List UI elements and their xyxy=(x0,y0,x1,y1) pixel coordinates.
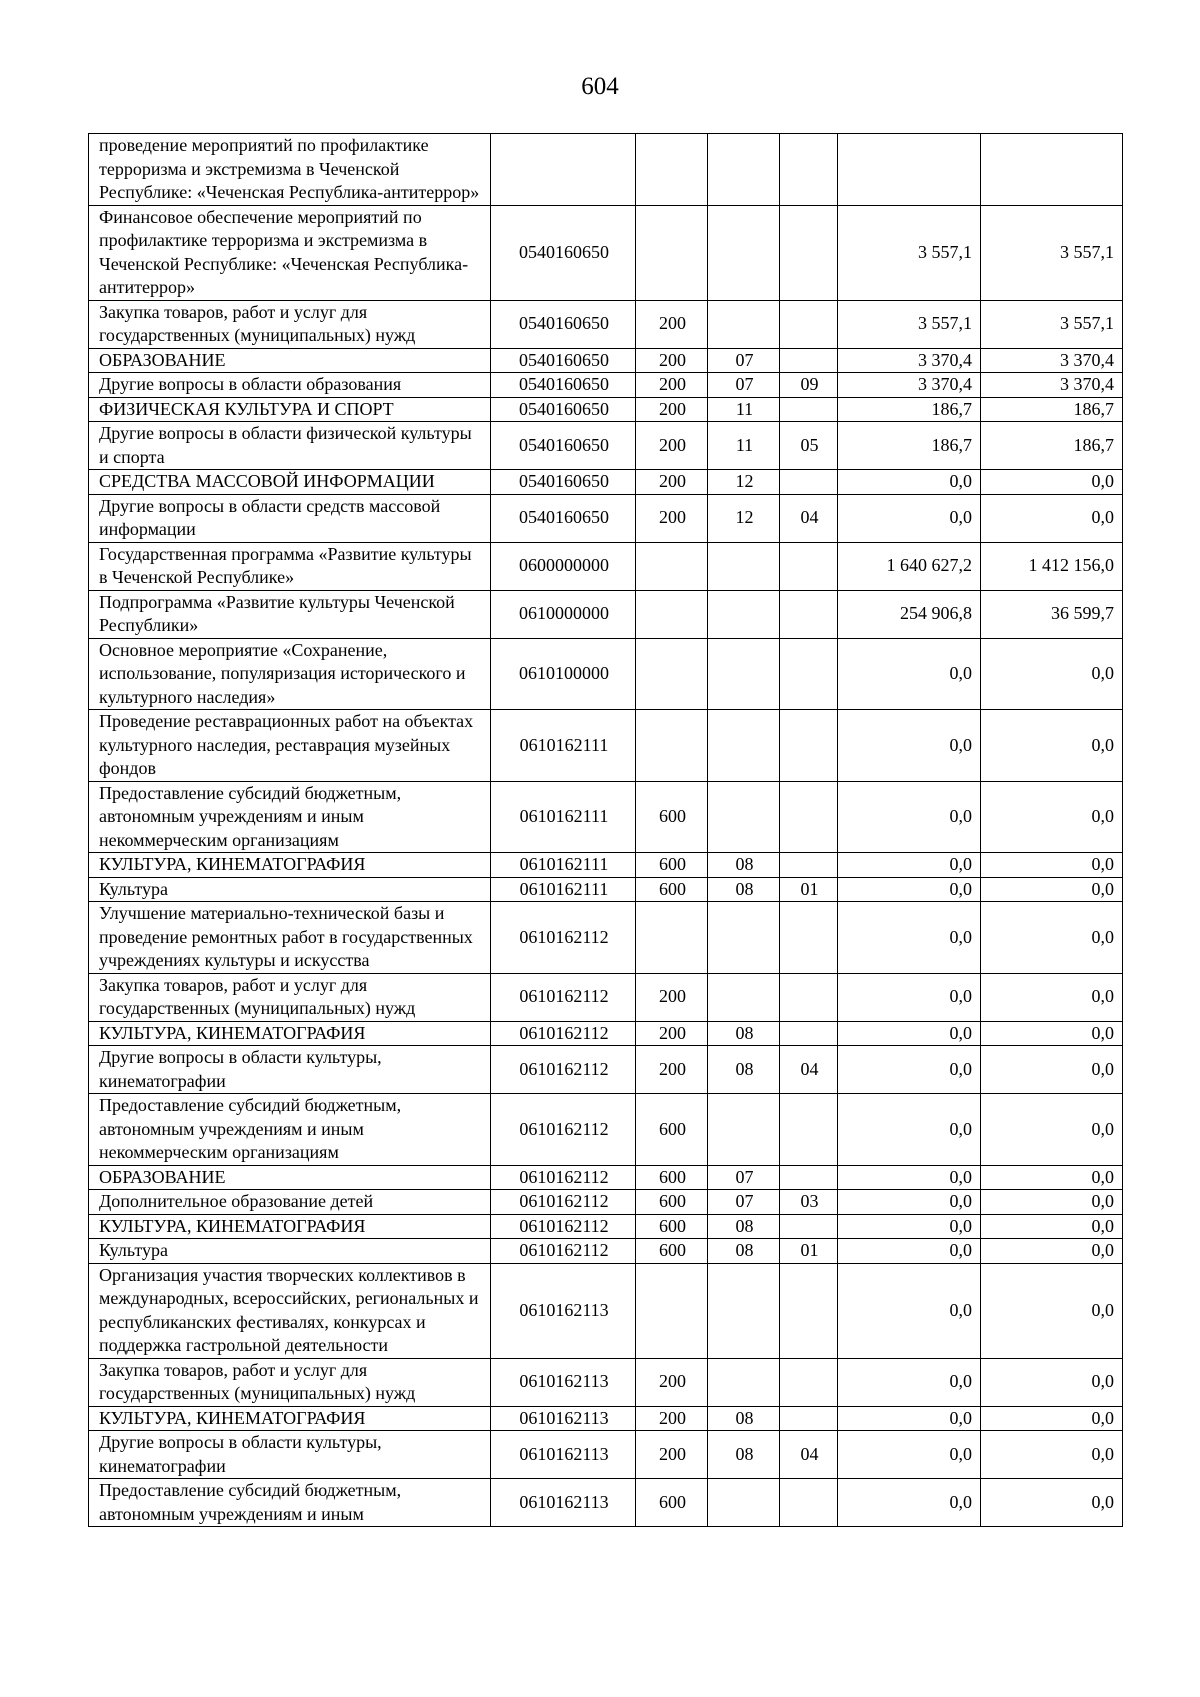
table-row xyxy=(89,973,1123,1021)
section-cell: 11 xyxy=(708,397,780,422)
table-row xyxy=(89,205,1123,300)
subsection-cell xyxy=(780,348,838,373)
table-row xyxy=(89,1165,1123,1190)
row-name-cell: Улучшение материально-технической базы и проведение ремонтных работ в государственных учреждениях культуры и искусства xyxy=(89,902,491,974)
row-name-cell: Подпрограмма «Развитие культуры Чеченской Республики» xyxy=(89,590,491,638)
section-cell: 12 xyxy=(708,470,780,495)
subsection-cell xyxy=(780,1094,838,1166)
section-cell: 07 xyxy=(708,1190,780,1215)
row-name-cell: Предоставление субсидий бюджетным, автономным учреждениям и иным xyxy=(89,1479,491,1527)
subsection-cell xyxy=(780,590,838,638)
amount-year1-cell: 0,0 xyxy=(838,638,981,710)
amount-year1-cell: 0,0 xyxy=(838,781,981,853)
amount-year2-cell: 186,7 xyxy=(981,397,1123,422)
amount-year2-cell: 0,0 xyxy=(981,1358,1123,1406)
section-cell: 08 xyxy=(708,1046,780,1094)
amount-year1-cell: 0,0 xyxy=(838,1479,981,1527)
section-cell xyxy=(708,902,780,974)
amount-year1-cell: 0,0 xyxy=(838,877,981,902)
target-code-cell: 0610162113 xyxy=(491,1479,636,1527)
table-row xyxy=(89,638,1123,710)
section-cell xyxy=(708,1479,780,1527)
target-code-cell: 0540160650 xyxy=(491,373,636,398)
amount-year2-cell: 0,0 xyxy=(981,1094,1123,1166)
row-name-cell: Другие вопросы в области физической культуры и спорта xyxy=(89,422,491,470)
row-name-cell: Другие вопросы в области средств массовой информации xyxy=(89,494,491,542)
subsection-cell xyxy=(780,973,838,1021)
amount-year1-cell: 0,0 xyxy=(838,1021,981,1046)
amount-year1-cell: 0,0 xyxy=(838,1214,981,1239)
table-row xyxy=(89,300,1123,348)
expense-group-cell: 600 xyxy=(636,1479,708,1527)
section-cell xyxy=(708,542,780,590)
expense-group-cell: 600 xyxy=(636,877,708,902)
section-cell xyxy=(708,1358,780,1406)
subsection-cell: 04 xyxy=(780,494,838,542)
row-name-cell: КУЛЬТУРА, КИНЕМАТОГРАФИЯ xyxy=(89,1214,491,1239)
amount-year2-cell: 0,0 xyxy=(981,781,1123,853)
table-row xyxy=(89,397,1123,422)
target-code-cell: 0540160650 xyxy=(491,422,636,470)
amount-year2-cell: 0,0 xyxy=(981,1431,1123,1479)
section-cell: 08 xyxy=(708,853,780,878)
subsection-cell: 01 xyxy=(780,1239,838,1264)
expense-group-cell: 200 xyxy=(636,1358,708,1406)
section-cell: 07 xyxy=(708,373,780,398)
row-name-cell: Основное мероприятие «Сохранение, использование, популяризация исторического и культурного наследия» xyxy=(89,638,491,710)
subsection-cell xyxy=(780,1165,838,1190)
target-code-cell: 0610162113 xyxy=(491,1406,636,1431)
amount-year1-cell: 0,0 xyxy=(838,1406,981,1431)
section-cell xyxy=(708,1094,780,1166)
expense-group-cell xyxy=(636,638,708,710)
row-name-cell: Другие вопросы в области образования xyxy=(89,373,491,398)
amount-year1-cell: 1 640 627,2 xyxy=(838,542,981,590)
amount-year2-cell: 0,0 xyxy=(981,1263,1123,1358)
table-row xyxy=(89,348,1123,373)
expense-group-cell: 200 xyxy=(636,973,708,1021)
amount-year2-cell: 36 599,7 xyxy=(981,590,1123,638)
target-code-cell: 0610100000 xyxy=(491,638,636,710)
row-name-cell: Другие вопросы в области культуры, кинематографии xyxy=(89,1046,491,1094)
row-name-cell: Закупка товаров, работ и услуг для государственных (муниципальных) нужд xyxy=(89,300,491,348)
target-code-cell: 0610162112 xyxy=(491,1046,636,1094)
subsection-cell xyxy=(780,1358,838,1406)
expense-group-cell xyxy=(636,590,708,638)
target-code-cell: 0610162112 xyxy=(491,1214,636,1239)
table-row xyxy=(89,470,1123,495)
subsection-cell xyxy=(780,397,838,422)
subsection-cell xyxy=(780,134,838,206)
subsection-cell: 04 xyxy=(780,1431,838,1479)
subsection-cell: 01 xyxy=(780,877,838,902)
table-row xyxy=(89,781,1123,853)
row-name-cell: Предоставление субсидий бюджетным, автономным учреждениям и иным некоммерческим организациям xyxy=(89,781,491,853)
row-name-cell: ФИЗИЧЕСКАЯ КУЛЬТУРА И СПОРТ xyxy=(89,397,491,422)
expense-group-cell: 200 xyxy=(636,1431,708,1479)
amount-year1-cell xyxy=(838,134,981,206)
subsection-cell xyxy=(780,300,838,348)
target-code-cell: 0600000000 xyxy=(491,542,636,590)
table-row xyxy=(89,1214,1123,1239)
table-row xyxy=(89,710,1123,782)
expense-group-cell xyxy=(636,1263,708,1358)
section-cell: 08 xyxy=(708,1214,780,1239)
row-name-cell: Проведение реставрационных работ на объектах культурного наследия, реставрация музейных фондов xyxy=(89,710,491,782)
expense-group-cell: 200 xyxy=(636,373,708,398)
amount-year1-cell: 254 906,8 xyxy=(838,590,981,638)
target-code-cell: 0610162112 xyxy=(491,1165,636,1190)
target-code-cell: 0540160650 xyxy=(491,397,636,422)
subsection-cell xyxy=(780,638,838,710)
table-row xyxy=(89,1094,1123,1166)
amount-year2-cell: 0,0 xyxy=(981,1046,1123,1094)
expense-group-cell: 200 xyxy=(636,494,708,542)
section-cell xyxy=(708,973,780,1021)
section-cell: 08 xyxy=(708,1021,780,1046)
amount-year2-cell xyxy=(981,134,1123,206)
target-code-cell: 0540160650 xyxy=(491,205,636,300)
table-row xyxy=(89,902,1123,974)
amount-year2-cell: 0,0 xyxy=(981,494,1123,542)
section-cell xyxy=(708,300,780,348)
amount-year1-cell: 0,0 xyxy=(838,1046,981,1094)
row-name-cell: КУЛЬТУРА, КИНЕМАТОГРАФИЯ xyxy=(89,1021,491,1046)
amount-year2-cell: 3 557,1 xyxy=(981,205,1123,300)
row-name-cell: КУЛЬТУРА, КИНЕМАТОГРАФИЯ xyxy=(89,853,491,878)
subsection-cell xyxy=(780,1479,838,1527)
expense-group-cell: 600 xyxy=(636,1214,708,1239)
amount-year1-cell: 0,0 xyxy=(838,1190,981,1215)
amount-year2-cell: 0,0 xyxy=(981,1479,1123,1527)
expense-group-cell: 600 xyxy=(636,1239,708,1264)
row-name-cell: Другие вопросы в области культуры, кинематографии xyxy=(89,1431,491,1479)
amount-year1-cell: 186,7 xyxy=(838,422,981,470)
table-row xyxy=(89,1358,1123,1406)
subsection-cell xyxy=(780,1263,838,1358)
section-cell xyxy=(708,638,780,710)
subsection-cell xyxy=(780,470,838,495)
subsection-cell: 03 xyxy=(780,1190,838,1215)
table-row xyxy=(89,877,1123,902)
target-code-cell: 0610162111 xyxy=(491,710,636,782)
expense-group-cell: 200 xyxy=(636,397,708,422)
section-cell xyxy=(708,134,780,206)
section-cell xyxy=(708,205,780,300)
amount-year2-cell: 0,0 xyxy=(981,1406,1123,1431)
row-name-cell: Дополнительное образование детей xyxy=(89,1190,491,1215)
section-cell: 07 xyxy=(708,348,780,373)
expense-group-cell: 600 xyxy=(636,1094,708,1166)
expense-group-cell: 200 xyxy=(636,1406,708,1431)
amount-year2-cell: 3 557,1 xyxy=(981,300,1123,348)
amount-year1-cell: 3 370,4 xyxy=(838,373,981,398)
expense-group-cell: 200 xyxy=(636,470,708,495)
amount-year2-cell: 0,0 xyxy=(981,902,1123,974)
target-code-cell: 0610162112 xyxy=(491,902,636,974)
amount-year1-cell: 3 557,1 xyxy=(838,205,981,300)
amount-year2-cell: 0,0 xyxy=(981,1165,1123,1190)
table-row xyxy=(89,1263,1123,1358)
row-name-cell: Закупка товаров, работ и услуг для государственных (муниципальных) нужд xyxy=(89,973,491,1021)
expense-group-cell xyxy=(636,902,708,974)
amount-year2-cell: 0,0 xyxy=(981,710,1123,782)
amount-year1-cell: 0,0 xyxy=(838,973,981,1021)
expense-group-cell: 600 xyxy=(636,781,708,853)
expense-group-cell: 200 xyxy=(636,300,708,348)
subsection-cell xyxy=(780,902,838,974)
section-cell: 08 xyxy=(708,877,780,902)
target-code-cell: 0610162112 xyxy=(491,1239,636,1264)
row-name-cell: Предоставление субсидий бюджетным, автономным учреждениям и иным некоммерческим организациям xyxy=(89,1094,491,1166)
table-row xyxy=(89,373,1123,398)
amount-year2-cell: 0,0 xyxy=(981,638,1123,710)
target-code-cell xyxy=(491,134,636,206)
amount-year1-cell: 0,0 xyxy=(838,902,981,974)
section-cell: 08 xyxy=(708,1431,780,1479)
subsection-cell xyxy=(780,781,838,853)
table-row xyxy=(89,494,1123,542)
amount-year2-cell: 0,0 xyxy=(981,1021,1123,1046)
row-name-cell: Организация участия творческих коллективов в международных, всероссийских, региональных и республиканских фестивалях, конкурсах и поддержка гастрольной деятельности xyxy=(89,1263,491,1358)
amount-year2-cell: 186,7 xyxy=(981,422,1123,470)
row-name-cell: Государственная программа «Развитие культуры в Чеченской Республике» xyxy=(89,542,491,590)
amount-year1-cell: 0,0 xyxy=(838,1239,981,1264)
amount-year2-cell: 3 370,4 xyxy=(981,348,1123,373)
target-code-cell: 0540160650 xyxy=(491,470,636,495)
table-row xyxy=(89,1431,1123,1479)
amount-year2-cell: 1 412 156,0 xyxy=(981,542,1123,590)
amount-year1-cell: 0,0 xyxy=(838,1094,981,1166)
amount-year1-cell: 0,0 xyxy=(838,1431,981,1479)
target-code-cell: 0610162111 xyxy=(491,853,636,878)
table-row xyxy=(89,134,1123,206)
table-row xyxy=(89,1190,1123,1215)
table-row xyxy=(89,853,1123,878)
amount-year2-cell: 0,0 xyxy=(981,973,1123,1021)
amount-year1-cell: 0,0 xyxy=(838,470,981,495)
amount-year1-cell: 0,0 xyxy=(838,1165,981,1190)
amount-year1-cell: 0,0 xyxy=(838,853,981,878)
target-code-cell: 0610162112 xyxy=(491,1190,636,1215)
subsection-cell: 04 xyxy=(780,1046,838,1094)
table-row xyxy=(89,542,1123,590)
subsection-cell: 05 xyxy=(780,422,838,470)
row-name-cell: Культура xyxy=(89,877,491,902)
amount-year2-cell: 0,0 xyxy=(981,853,1123,878)
amount-year1-cell: 3 557,1 xyxy=(838,300,981,348)
table-row xyxy=(89,1479,1123,1527)
amount-year1-cell: 3 370,4 xyxy=(838,348,981,373)
expense-group-cell: 600 xyxy=(636,1190,708,1215)
table-row xyxy=(89,1046,1123,1094)
target-code-cell: 0610162113 xyxy=(491,1263,636,1358)
target-code-cell: 0610162111 xyxy=(491,877,636,902)
amount-year2-cell: 3 370,4 xyxy=(981,373,1123,398)
target-code-cell: 0610000000 xyxy=(491,590,636,638)
section-cell xyxy=(708,781,780,853)
section-cell: 12 xyxy=(708,494,780,542)
row-name-cell: Закупка товаров, работ и услуг для государственных (муниципальных) нужд xyxy=(89,1358,491,1406)
subsection-cell xyxy=(780,1214,838,1239)
row-name-cell: проведение мероприятий по профилактике терроризма и экстремизма в Чеченской Республике: «Чеченская Республика-антитеррор» xyxy=(89,134,491,206)
subsection-cell xyxy=(780,205,838,300)
target-code-cell: 0610162112 xyxy=(491,1021,636,1046)
section-cell xyxy=(708,1263,780,1358)
table-row xyxy=(89,590,1123,638)
amount-year1-cell: 0,0 xyxy=(838,1263,981,1358)
target-code-cell: 0610162113 xyxy=(491,1358,636,1406)
amount-year1-cell: 0,0 xyxy=(838,710,981,782)
expense-group-cell: 600 xyxy=(636,853,708,878)
target-code-cell: 0610162111 xyxy=(491,781,636,853)
amount-year2-cell: 0,0 xyxy=(981,1214,1123,1239)
subsection-cell xyxy=(780,1021,838,1046)
row-name-cell: КУЛЬТУРА, КИНЕМАТОГРАФИЯ xyxy=(89,1406,491,1431)
expense-group-cell: 600 xyxy=(636,1165,708,1190)
table-row xyxy=(89,1239,1123,1264)
amount-year2-cell: 0,0 xyxy=(981,470,1123,495)
amount-year2-cell: 0,0 xyxy=(981,877,1123,902)
budget-table xyxy=(88,133,1123,1527)
amount-year1-cell: 0,0 xyxy=(838,494,981,542)
page-number: 604 xyxy=(581,73,619,100)
section-cell: 11 xyxy=(708,422,780,470)
section-cell xyxy=(708,590,780,638)
table-row xyxy=(89,422,1123,470)
section-cell: 07 xyxy=(708,1165,780,1190)
expense-group-cell: 200 xyxy=(636,422,708,470)
target-code-cell: 0610162113 xyxy=(491,1431,636,1479)
amount-year2-cell: 0,0 xyxy=(981,1190,1123,1215)
subsection-cell xyxy=(780,710,838,782)
target-code-cell: 0540160650 xyxy=(491,348,636,373)
amount-year1-cell: 186,7 xyxy=(838,397,981,422)
target-code-cell: 0540160650 xyxy=(491,300,636,348)
target-code-cell: 0610162112 xyxy=(491,1094,636,1166)
row-name-cell: Культура xyxy=(89,1239,491,1264)
expense-group-cell: 200 xyxy=(636,1046,708,1094)
row-name-cell: ОБРАЗОВАНИЕ xyxy=(89,1165,491,1190)
table-row xyxy=(89,1021,1123,1046)
subsection-cell: 09 xyxy=(780,373,838,398)
expense-group-cell xyxy=(636,134,708,206)
expense-group-cell: 200 xyxy=(636,1021,708,1046)
target-code-cell: 0540160650 xyxy=(491,494,636,542)
section-cell xyxy=(708,710,780,782)
row-name-cell: ОБРАЗОВАНИЕ xyxy=(89,348,491,373)
expense-group-cell: 200 xyxy=(636,348,708,373)
amount-year1-cell: 0,0 xyxy=(838,1358,981,1406)
subsection-cell xyxy=(780,542,838,590)
target-code-cell: 0610162112 xyxy=(491,973,636,1021)
subsection-cell xyxy=(780,853,838,878)
expense-group-cell xyxy=(636,542,708,590)
table-row xyxy=(89,1406,1123,1431)
amount-year2-cell: 0,0 xyxy=(981,1239,1123,1264)
subsection-cell xyxy=(780,1406,838,1431)
expense-group-cell xyxy=(636,710,708,782)
row-name-cell: Финансовое обеспечение мероприятий по профилактике терроризма и экстремизма в Чеченской Республике: «Чеченская Республика-антитеррор» xyxy=(89,205,491,300)
section-cell: 08 xyxy=(708,1239,780,1264)
section-cell: 08 xyxy=(708,1406,780,1431)
expense-group-cell xyxy=(636,205,708,300)
budget-table-body xyxy=(89,134,1123,1527)
row-name-cell: СРЕДСТВА МАССОВОЙ ИНФОРМАЦИИ xyxy=(89,470,491,495)
